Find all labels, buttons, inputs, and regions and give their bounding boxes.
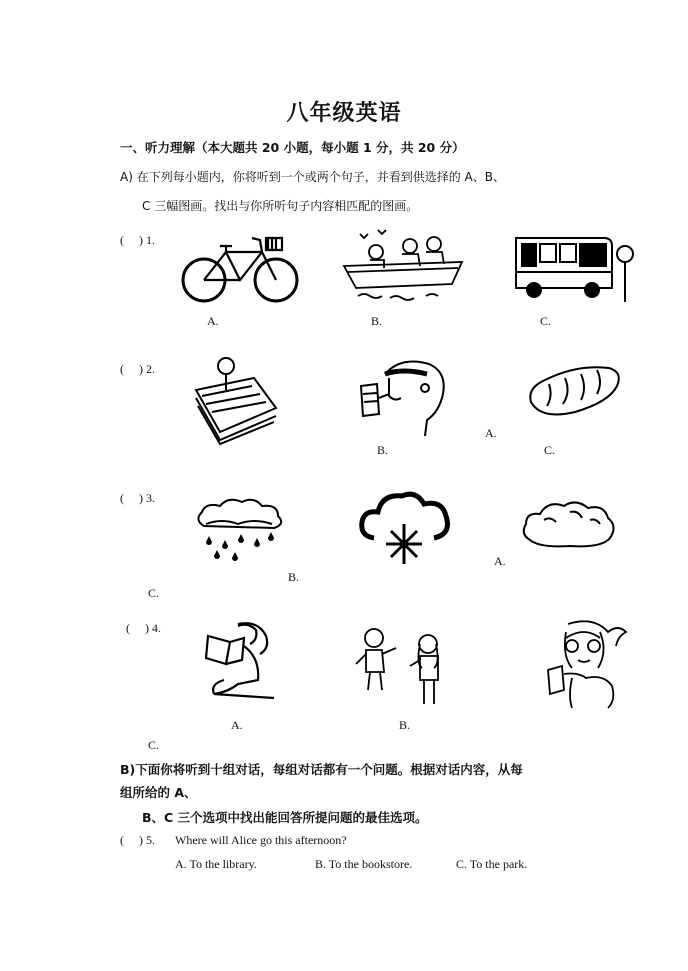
section-heading: 一、听力理解（本大题共 20 小题，每小题 1 分，共 20 分） (120, 140, 465, 155)
q1-label-b: B. (371, 314, 383, 328)
bus-icon (512, 232, 636, 304)
q2-label-b: B. (377, 443, 389, 457)
q3-label-c: C. (148, 586, 160, 600)
question-5-number: ( ) 5. (120, 833, 155, 847)
bread-icon (525, 362, 623, 420)
part-b-instruction-line1: B)下面你将听到十组对话，每组对话都有一个问题。根据对话内容，从每 (120, 762, 523, 777)
drinking-boy-icon (355, 354, 447, 438)
q2-label-a: A. (485, 426, 497, 440)
part-a-instruction-line1: A) 在下列每小题内，你将听到一个或两个句子，并看到供选择的 A、B、 (120, 170, 505, 184)
part-b-instruction-line2: 组所给的 A、 (120, 785, 197, 800)
sandwich-icon (190, 356, 282, 446)
question-5-option-c: C. To the park. (456, 857, 528, 871)
boat-icon (338, 226, 468, 308)
q1-label-a: A. (207, 314, 219, 328)
q4-label-a: A. (231, 718, 243, 732)
question-3-number: ( ) 3. (120, 491, 155, 505)
q4-label-b: B. (399, 718, 411, 732)
part-b-instruction-line3: B、C 三个选项中找出能回答所提问题的最佳选项。 (142, 810, 428, 825)
part-a-instruction-line2: C 三幅图画。找出与你所听句子内容相匹配的图画。 (142, 199, 419, 213)
question-5-option-a: A. To the library. (175, 857, 257, 871)
question-1-number: ( ) 1. (120, 233, 155, 247)
q3-label-a: A. (494, 554, 506, 568)
snow-cloud-icon (358, 490, 452, 570)
q4-label-c: C. (148, 738, 160, 752)
music-girl-icon (538, 616, 632, 710)
rain-cloud-icon (192, 496, 286, 562)
q3-label-b: B. (288, 570, 300, 584)
reading-girl-icon (204, 618, 276, 702)
page-title: 八年级英语 (286, 101, 402, 126)
bicycle-icon (180, 232, 300, 306)
question-2-number: ( ) 2. (120, 362, 155, 376)
question-5-text: Where will Alice go this afternoon? (175, 833, 347, 847)
talking-kids-icon (352, 624, 452, 712)
question-5-option-b: B. To the bookstore. (315, 857, 413, 871)
q1-label-c: C. (540, 314, 552, 328)
question-4-number: ( ) 4. (126, 621, 161, 635)
q2-label-c: C. (544, 443, 556, 457)
cloud-icon (520, 496, 618, 552)
